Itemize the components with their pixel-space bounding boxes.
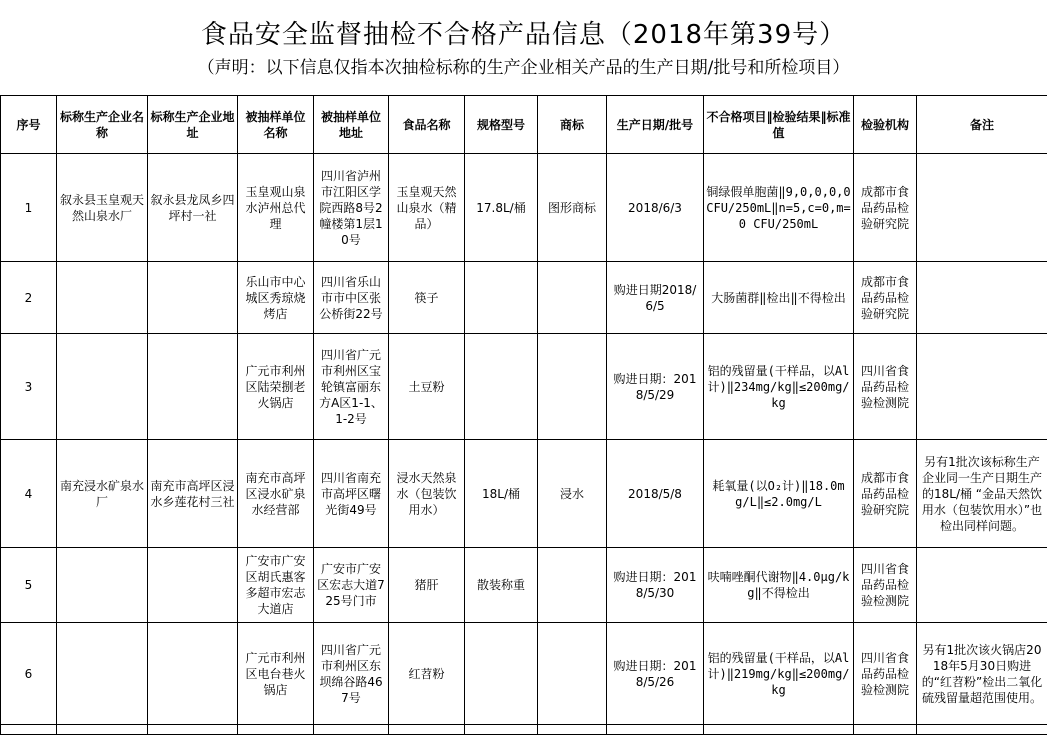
cell-remark: 另有1批次该火锅店2018年5月30日购进的“红苕粉”检出二氧化硫残留量超范围使用。	[917, 623, 1047, 725]
cell-brand	[538, 548, 607, 623]
cell-producer-address	[148, 623, 238, 725]
header-cell-sampled-unit: 被抽样单位名称	[238, 96, 314, 154]
results-table	[0, 95, 1047, 735]
cell-food-name: 土豆粉	[389, 334, 465, 440]
cell-failed-item: 大肠菌群‖检出‖不得检出	[704, 262, 854, 334]
cell-sampled-address: 四川省广元市利州区东坝绵谷路467号	[314, 623, 389, 725]
cell-producer	[57, 334, 148, 440]
header-cell-producer: 标称生产企业名称	[57, 96, 148, 154]
cell-sampled-address: 四川省泸州市江阳区学院西路8号2幢楼第1层10号	[314, 154, 389, 262]
cell-date: 购进日期2018/6/5	[607, 262, 704, 334]
header-cell-remark: 备注	[917, 96, 1047, 154]
cell-sampled-unit: 广安市广安区胡氏惠客多超市宏志大道店	[238, 548, 314, 623]
cell-spec	[465, 623, 538, 725]
cell-brand	[538, 623, 607, 725]
header-cell-food-name: 食品名称	[389, 96, 465, 154]
cell-remark	[917, 154, 1047, 262]
cell-producer: 叙永县玉皇观天然山泉水厂	[57, 154, 148, 262]
cell-sampled-address: 四川省南充市高坪区曙光街49号	[314, 440, 389, 548]
cell-date: 购进日期：2018/5/30	[607, 548, 704, 623]
cell-food-name: 红苕粉	[389, 623, 465, 725]
cell-sampled-unit: 广元市利州区电台巷火锅店	[238, 623, 314, 725]
cell-failed-item: 铝的残留量(干样品，以Al计)‖234mg/kg‖≤200mg/kg	[704, 334, 854, 440]
cell-spec: 散装称重	[465, 548, 538, 623]
cell-lab: 四川省食品药品检验检测院	[854, 548, 917, 623]
cell-sampled-unit: 乐山市中心城区秀琼烧烤店	[238, 262, 314, 334]
table-row	[1, 154, 1047, 262]
cell-spec	[465, 262, 538, 334]
cell-brand: 浸水	[538, 440, 607, 548]
cell-food-name: 浸水天然泉水（包装饮用水）	[389, 440, 465, 548]
table-row	[1, 623, 1047, 725]
cell-lab: 成都市食品药品检验研究院	[854, 440, 917, 548]
cell-remark	[917, 334, 1047, 440]
cell-producer	[57, 262, 148, 334]
table-row	[1, 334, 1047, 440]
cell-spec: 17.8L/桶	[465, 154, 538, 262]
cell-producer-address	[148, 548, 238, 623]
cell-sampled-unit: 广元市利州区陆荣捌老火锅店	[238, 334, 314, 440]
header-cell-lab: 检验机构	[854, 96, 917, 154]
cell-no: 4	[1, 440, 57, 548]
header-cell-failed-item: 不合格项目‖检验结果‖标准值	[704, 96, 854, 154]
cell-no: 6	[1, 623, 57, 725]
table-row	[1, 440, 1047, 548]
cell-date: 购进日期：2018/5/29	[607, 334, 704, 440]
cell-failed-item: 铜绿假单胞菌‖9,0,0,0,0CFU/250mL‖n=5,c=0,m=0 CFU/250mL	[704, 154, 854, 262]
cell-food-name: 筷子	[389, 262, 465, 334]
cell-sampled-address: 四川省乐山市市中区张公桥街22号	[314, 262, 389, 334]
cell-lab: 成都市食品药品检验研究院	[854, 154, 917, 262]
cell-spec: 18L/桶	[465, 440, 538, 548]
cell-remark: 另有1批次该标称生产企业同一生产日期生产的18L/桶 “金品天然饮用水（包装饮用水）”也检出同样问题。	[917, 440, 1047, 548]
cell-date: 购进日期：2018/5/26	[607, 623, 704, 725]
cell-sampled-unit: 南充市高坪区浸水矿泉水经营部	[238, 440, 314, 548]
cell-lab: 成都市食品药品检验研究院	[854, 262, 917, 334]
header-cell-date: 生产日期/批号	[607, 96, 704, 154]
cell-no: 1	[1, 154, 57, 262]
cell-sampled-address: 四川省广元市利州区宝轮镇富丽东方A区1-1、1-2号	[314, 334, 389, 440]
header-cell-brand: 商标	[538, 96, 607, 154]
cell-food-name: 猪肝	[389, 548, 465, 623]
cell-lab: 四川省食品药品检验检测院	[854, 334, 917, 440]
cell-brand: 图形商标	[538, 154, 607, 262]
table-row	[1, 548, 1047, 623]
cell-lab: 四川省食品药品检验检测院	[854, 623, 917, 725]
cell-remark	[917, 262, 1047, 334]
cell-producer: 南充浸水矿泉水厂	[57, 440, 148, 548]
cell-no: 3	[1, 334, 57, 440]
header-cell-spec: 规格型号	[465, 96, 538, 154]
header-cell-no: 序号	[1, 96, 57, 154]
cell-producer-address	[148, 334, 238, 440]
cell-producer	[57, 623, 148, 725]
cell-failed-item: 呋喃唑酮代谢物‖4.0μg/kg‖不得检出	[704, 548, 854, 623]
table-row-partial	[1, 725, 1047, 735]
cell-food-name: 玉皇观天然山泉水（精品）	[389, 154, 465, 262]
cell-brand	[538, 262, 607, 334]
cell-no: 2	[1, 262, 57, 334]
cell-producer-address	[148, 262, 238, 334]
table-row	[1, 262, 1047, 334]
cell-producer	[57, 548, 148, 623]
cell-producer-address: 叙永县龙凤乡四坪村一社	[148, 154, 238, 262]
header-cell-sampled-address: 被抽样单位地址	[314, 96, 389, 154]
document-title: 食品安全监督抽检不合格产品信息（2018年第39号）	[200, 20, 847, 50]
table-header-row	[1, 96, 1047, 154]
document-subtitle: （声明：以下信息仅指本次抽检标称的生产企业相关产品的生产日期/批号和所检项目）	[197, 58, 850, 78]
cell-producer-address: 南充市高坪区浸水乡莲花村三社	[148, 440, 238, 548]
cell-date: 2018/5/8	[607, 440, 704, 548]
cell-sampled-address: 广安市广安区宏志大道725号门市	[314, 548, 389, 623]
header-cell-producer-address: 标称生产企业地址	[148, 96, 238, 154]
cell-spec	[465, 334, 538, 440]
cell-sampled-unit: 玉皇观山泉水泸州总代理	[238, 154, 314, 262]
cell-brand	[538, 334, 607, 440]
cell-failed-item: 铝的残留量(干样品，以Al计)‖219mg/kg‖≤200mg/kg	[704, 623, 854, 725]
cell-remark	[917, 548, 1047, 623]
cell-failed-item: 耗氧量(以O₂计)‖18.0mg/L‖≤2.0mg/L	[704, 440, 854, 548]
cell-no: 5	[1, 548, 57, 623]
cell-date: 2018/6/3	[607, 154, 704, 262]
